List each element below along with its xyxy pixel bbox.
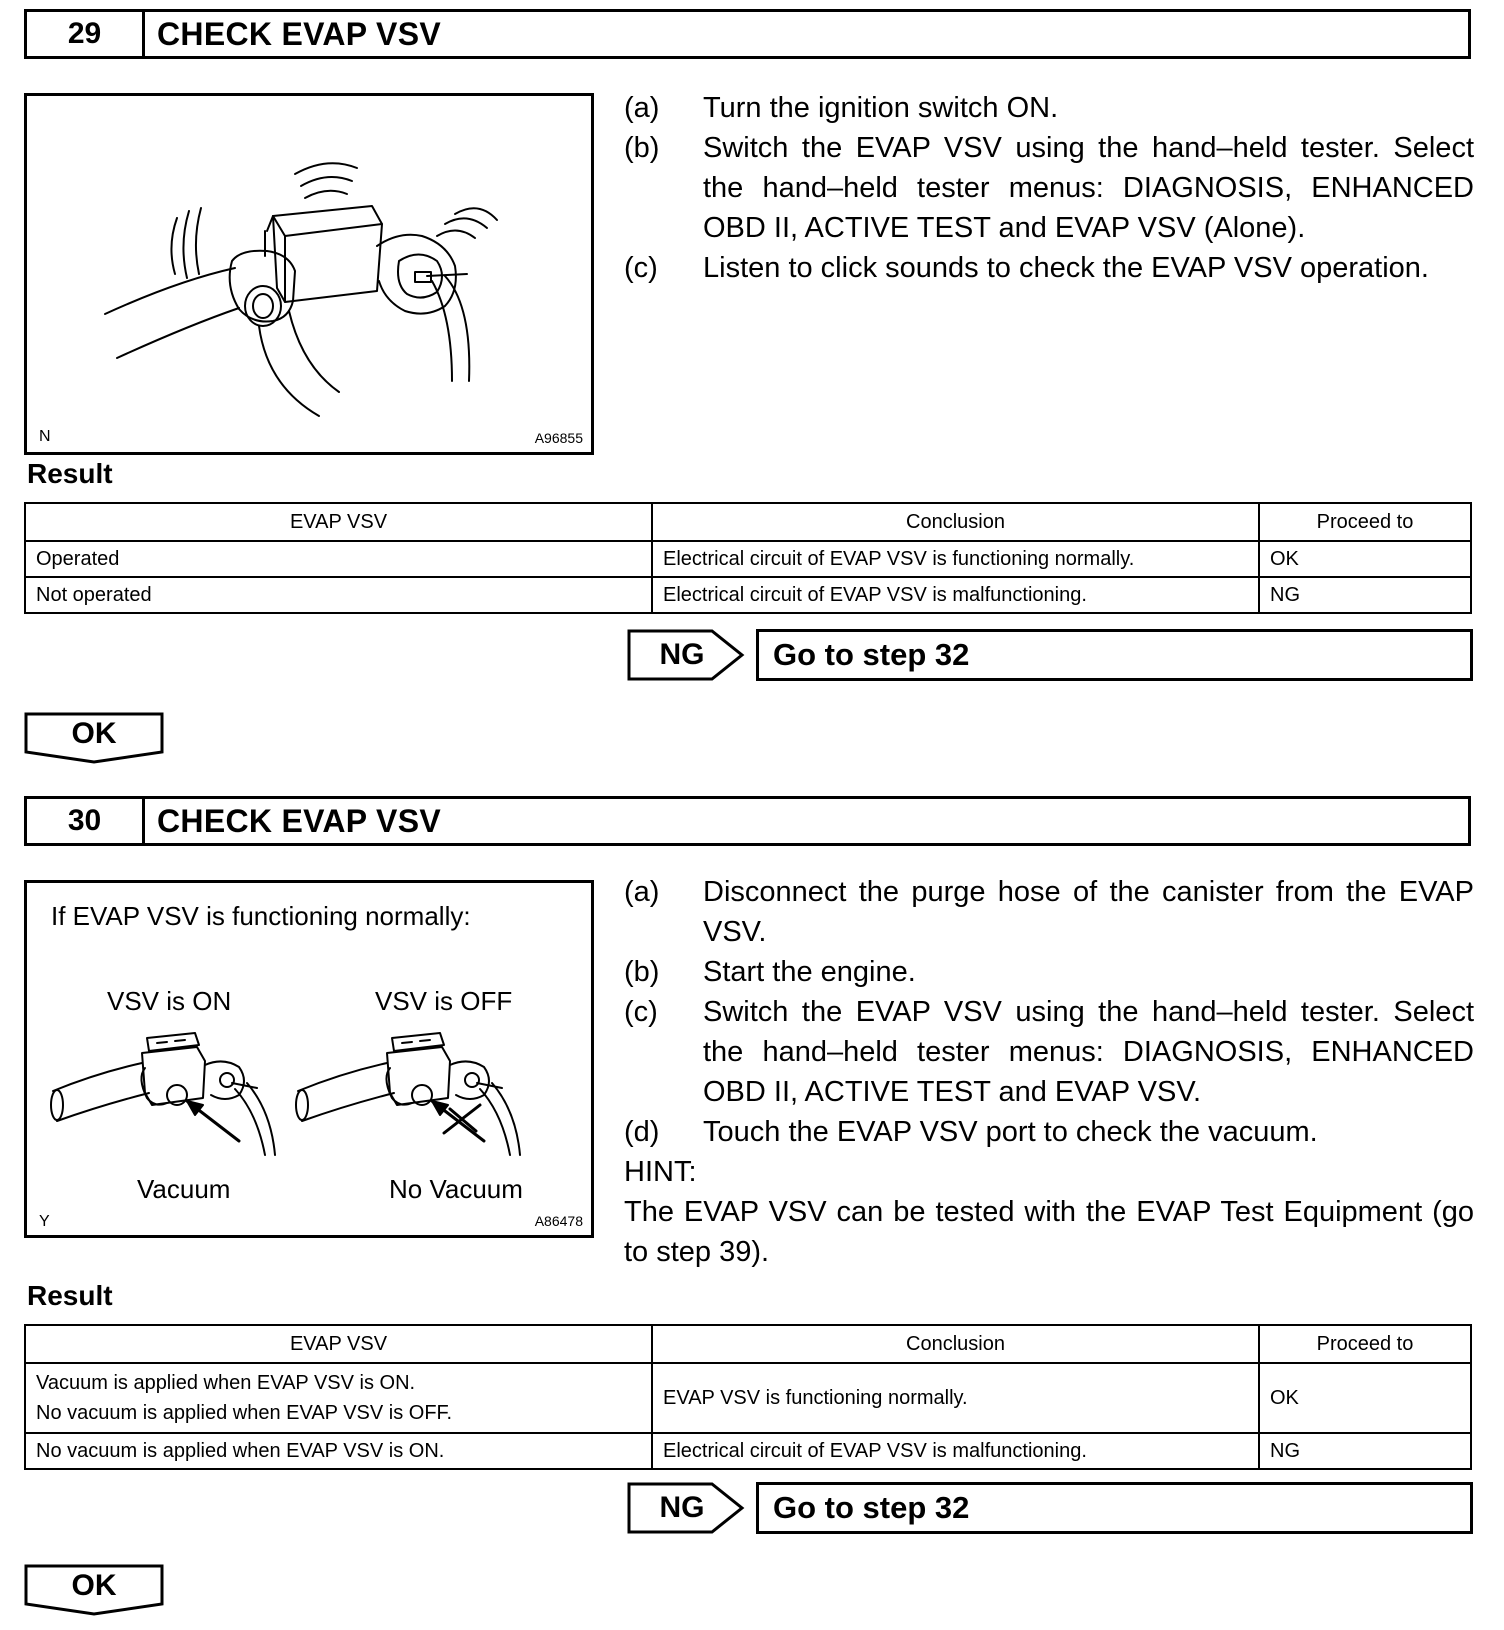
instruction-item: (c) Switch the EVAP VSV using the hand–held tester. Select the hand–held tester menus: DIAGNOSIS, ENHANCED OBD II, ACTIVE TEST and EVAP VSV.: [624, 996, 1474, 1108]
instruction-item: (d) Touch the EVAP VSV port to check the vacuum.: [624, 1116, 1318, 1148]
evap-vsv-click-illustration: [24, 93, 594, 455]
instruction-item: (b) Start the engine.: [624, 956, 916, 988]
instruction-item: (b) Switch the EVAP VSV using the hand–held tester. Select the hand–held tester menus: DIAGNOSIS, ENHANCED OBD II, ACTIVE TEST and EVAP VSV (Alone).: [624, 132, 1474, 244]
ok-flow-tag: OK: [24, 1564, 164, 1616]
figure-id: A96855: [534, 430, 583, 446]
step-number: 29: [27, 12, 145, 56]
vsv-valve-drawing: [27, 96, 591, 452]
instruction-item: (c) Listen to click sounds to check the EVAP VSV operation.: [624, 252, 1429, 284]
hint-text: The EVAP VSV can be tested with the EVAP Test Equipment (go to step 39).: [624, 1196, 1474, 1268]
ng-flow-tag: NG: [627, 629, 745, 681]
step-30-header: [24, 796, 1471, 846]
figure-id: A86478: [534, 1213, 583, 1229]
step-29-header: [24, 9, 1471, 59]
evap-vsv-vacuum-illustration: [24, 880, 594, 1238]
table-row: Vacuum is applied when EVAP VSV is ON. No vacuum is applied when EVAP VSV is OFF. EVAP VSV is functioning normally. OK: [25, 1363, 1471, 1433]
step-number: 30: [27, 799, 145, 843]
table-row: Not operated Electrical circuit of EVAP VSV is malfunctioning. NG: [25, 577, 1471, 613]
table-row: No vacuum is applied when EVAP VSV is ON. Electrical circuit of EVAP VSV is malfunctioning. NG: [25, 1433, 1471, 1469]
table-row: Operated Electrical circuit of EVAP VSV is functioning normally. OK: [25, 541, 1471, 577]
step-30-result-table: [24, 1324, 1472, 1470]
instruction-item: (a) Disconnect the purge hose of the canister from the EVAP VSV.: [624, 876, 1474, 948]
step-30-instructions: [624, 872, 1474, 1272]
instruction-item: (a) Turn the ignition switch ON.: [624, 92, 1059, 124]
figure-caption: If EVAP VSV is functioning normally:: [51, 901, 471, 931]
figure-corner-mark: Y: [39, 1213, 50, 1230]
vacuum-label: Vacuum: [137, 1174, 231, 1204]
ng-flow-tag: NG: [627, 1482, 745, 1534]
step-title: CHECK EVAP VSV: [157, 802, 441, 839]
ok-flow-tag: OK: [24, 712, 164, 764]
figure-corner-mark: N: [39, 428, 51, 445]
result-heading: Result: [27, 458, 113, 489]
vsv-off-label: VSV is OFF: [375, 986, 513, 1016]
goto-step-link[interactable]: Go to step 32: [756, 1482, 1473, 1534]
table-header-row: EVAP VSV Conclusion Proceed to: [25, 1325, 1471, 1363]
table-header-row: EVAP VSV Conclusion Proceed to: [25, 503, 1471, 541]
goto-step-link[interactable]: Go to step 32: [756, 629, 1473, 681]
step-29-instructions: [624, 88, 1474, 288]
no-vacuum-label: No Vacuum: [389, 1174, 523, 1204]
vsv-on-off-drawing: [27, 883, 591, 1235]
hint-label: HINT:: [624, 1156, 697, 1188]
step-29-result-table: [24, 502, 1472, 614]
step-title: CHECK EVAP VSV: [157, 15, 441, 52]
vsv-on-label: VSV is ON: [107, 986, 232, 1016]
result-heading: Result: [27, 1280, 113, 1311]
